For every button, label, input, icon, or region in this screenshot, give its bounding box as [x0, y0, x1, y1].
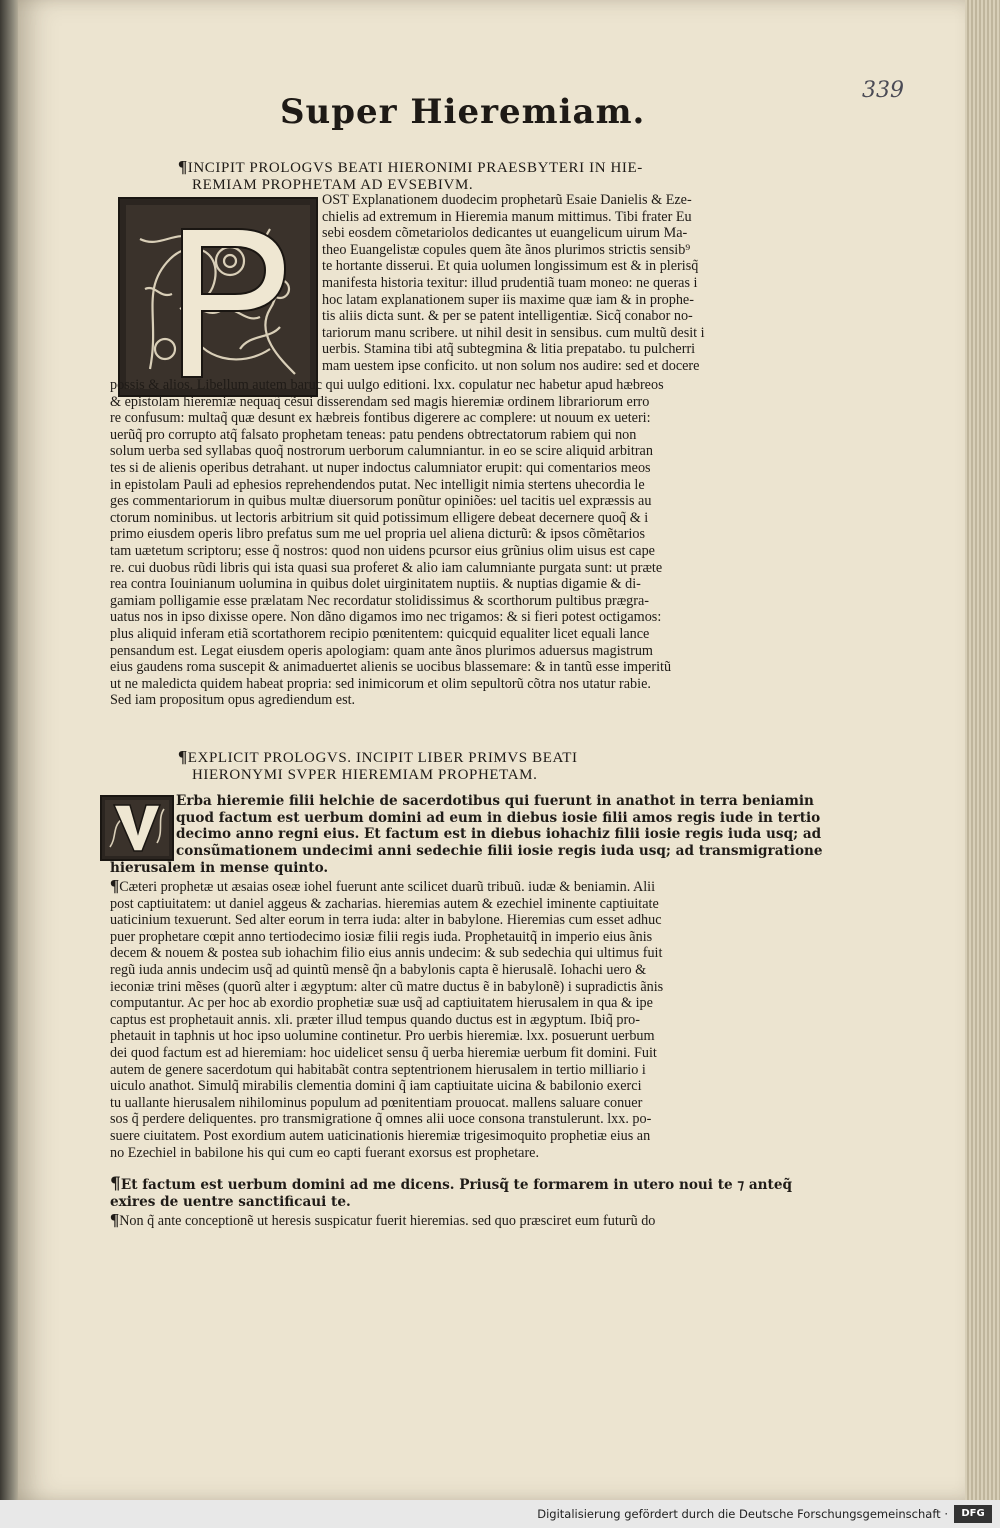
commentary-line: sos q̃ perdere deliquentes. pro transmigratione q̃ omnes alii uoce consona transtulerunt. lxx. po-: [110, 1111, 652, 1128]
decorated-initial-v-icon: [100, 795, 174, 861]
lemma-line: Et factum est uerbum domini ad me dicens. Priusq̃ te formarem in utero noui te ⁊ anteq̃: [120, 1177, 792, 1193]
commentary-line: tu uallante hierusalem nihilominus populum ad pœnitentiam prouocat. mallens saluare conuer: [110, 1094, 643, 1111]
prologue-line: theo Euangelistæ copules quem ãte ãnos plurimos strictis sensib⁹: [322, 241, 691, 258]
digitization-footer: [0, 1500, 1000, 1528]
prologue-line: ut ne maledicta quidem habeat propria: sed inimicorum et olim sepultorũ cõtra nos utatur rabie.: [110, 675, 651, 692]
pilcrow-icon: ¶: [110, 1174, 121, 1194]
prologue-line: tariorum manu scribere. ut nihil desit in sensibus. cum multũ desit i: [322, 324, 705, 341]
prologue-line: Sed iam propositum opus agrediendum est.: [110, 692, 356, 709]
commentary-line: phetauit in taphnis ut hoc ipso uolumine continetur. Pro uerbis hieremiæ. lxx. posuerunt uerbum: [110, 1028, 655, 1045]
running-head: Super Hieremiam.: [280, 92, 646, 132]
commentary-line: regũ iuda annis undecim usq̃ ad quintũ mensẽ q̃n a babylonis capta ẽ hierusalẽ. Iohachi uero &: [110, 961, 647, 978]
prologue-heading-line-2: REMIAM PROPHETAM AD EVSEBIVM.: [192, 177, 474, 193]
prologue-line: gamiam polligamie esse prælatam Nec recordatur stolidissimus & scorthorum pultibus prægra-: [110, 592, 650, 609]
prologue-line: pensandum est. Legat eiusdem operis apologiam: quam ante ãnos plurimos aduersus magistrum: [110, 642, 653, 659]
commentary-line: autem de genere sacerdotum qui habitabãt contra septentrionem hierusalem in tertio milliario i: [110, 1061, 646, 1078]
commentary-line: computantur. Ac per hoc ab exordio prophetiæ suæ usq̃ ad captiuitatem hierusalem in qua & ipe: [110, 995, 653, 1012]
prologue-line: uerũq̃ pro corrupto atq̃ falsato prophetam teneas: patu pendens obtrectatorum rabiem qui non: [110, 426, 637, 443]
prologue-line: sebi eosdem cõmetariolos dedicantes ut euangelicum uirum Ma-: [322, 225, 688, 242]
prologue-line: tam uætetum scriptoru; esse q̃ nostros: quod non uidens pcursor eius grũnius olim uisus est cape: [110, 542, 655, 559]
second-lemma: [110, 1176, 830, 1210]
page-fore-edge: [965, 0, 1000, 1500]
prologue-line: te hortante disserui. Et quia uolumen longissimum est & in plerisq̃: [322, 258, 699, 275]
prologue-line: chielis ad extremum in Hieremia manum mittimus. Tibi frater Eu: [322, 208, 692, 225]
lemma-line: quod factum est uerbum domini ad eum in diebus iosie filii amos regis iude in tertio: [176, 809, 821, 826]
prologue-line: uatus nos in ipso dixisse opere. Non dãno digamos imo nec trigamos: & si fieri potest octigamos:: [110, 609, 662, 626]
pilcrow-icon: ¶: [110, 876, 120, 895]
prologue-heading-line-1: INCIPIT PROLOGVS BEATI HIERONIMI PRAESBYTERI IN HIE-: [187, 160, 643, 176]
pilcrow-icon: ¶: [110, 1210, 120, 1229]
prologue-line: eius gaudens roma suscepit & animaduertet alienis se uocibus blassemare: & in tantũ esse imperitũ: [110, 659, 672, 676]
prologue-line: possis & alios. Libellum autem baruc qui uulgo editioni. lxx. copulatur nec habetur apud hæbreos: [110, 377, 664, 393]
lemma-line: exires de uentre sanctificaui te.: [110, 1193, 351, 1210]
prologue-line: tis aliis dicta sunt. & per se patent intelligentiæ. Sicq̃ conabor no-: [322, 308, 693, 325]
prologue-line: re. cui duobus rũdi libris qui ista quasi sua proferet & alio iam calumniante purgata sunt: ut præte: [110, 559, 663, 576]
liber-heading-line-2: HIERONYMI SVPER HIEREMIAM PROPHETAM.: [192, 767, 538, 783]
liber-heading-line-1: EXPLICIT PROLOGVS. INCIPIT LIBER PRIMVS BEATI: [187, 750, 578, 766]
commentary-line: ieconiæ trini mẽses (quorũ alter i ægyptum: alter cũ matre ductus ẽ in babylonẽ) i supradictis ãnis: [110, 978, 664, 995]
funding-credit: Digitalisierung gefördert durch die Deutsche Forschungsgemeinschaft ·: [537, 1507, 948, 1521]
commentary-body: [110, 878, 830, 1161]
commentary-line: Non q̃ ante conceptionẽ ut heresis suspicatur fuerit hieremias. sed quo præsciret eum futurũ do: [119, 1213, 656, 1229]
prologue-line: primo eiusdem operis libro prefatus sum me uel propria uel aliena dicturũ: & ipsos cõmẽtarios: [110, 526, 646, 543]
prologue-line: plus aliquid inferam etiã scortathorem recipio pœnitentem: quicquid equaliter licet equali lance: [110, 625, 650, 642]
commentary-last: [110, 1212, 830, 1230]
lemma-line: decimo anno regni eius. Et factum est in diebus iohachiz filii iosie regis iuda usq; ad: [176, 826, 822, 843]
dfg-logo: DFG: [954, 1505, 992, 1523]
scripture-lemma-block: [176, 793, 832, 859]
prologue-line: & epistolam hieremiæ nequaq̃ cẽsui disserendam sed magis hieremiæ ordinem librariorum erro: [110, 393, 650, 410]
decorated-initial-p-icon: [118, 197, 318, 397]
prologue-line: tes si de alienis operibus detrahant. ut nuper indoctus calumniator erupit: qui comentarios meos: [110, 459, 651, 476]
prologue-heading: [178, 158, 778, 194]
lemma-continuation: hierusalem in mense quinto.: [110, 860, 329, 876]
commentary-line: post captiuitatem: ut daniel aggeus & zacharias. hieremias autem & ezechiel iminente captiuitate: [110, 895, 659, 912]
lemma-line: consũmationem undecimi anni sedechie filii iosie regis iuda usq; ad transmigratione: [176, 842, 823, 859]
prologue-body: [110, 377, 830, 709]
commentary-line: uiculo anathot. Simulq̃ mirabilis clementia domini q̃ iam captiuitate uicina & babilonio exerci: [110, 1078, 642, 1095]
commentary-line: no Ezechiel in babilone his qui cum eo capti fuerant exorsus est prophetare.: [110, 1144, 540, 1161]
commentary-line: suere ciuitatem. Post exordium autem uaticinationis hieremiæ trigesimoquito prophetiæ eius an: [110, 1127, 651, 1144]
prologue-line: solum uerba sed syllabas quoq̃ nostrorum uerborum calumniantur. in eo se scire aliquid arbitran: [110, 443, 653, 460]
folio-number: 339: [862, 78, 904, 103]
prologue-line: ctorum nominibus. ut lectoris arbitrium sit quid potissimum elligere debeat decernere quoq̃ & i: [110, 509, 649, 526]
prologue-line: uerbis. Stamina tibi atq̃ subtegmina & litia prepatabo. tu pulcherri: [322, 341, 696, 358]
prologue-line: manifesta historia texitur: illud prudentiã tuam moneo: ne queras i: [322, 274, 698, 291]
commentary-line: decem & nouem & postea sub iohachim filio eius annis undecim: & sub sedechia qui ultimus fuit: [110, 945, 663, 962]
pilcrow-icon: ¶: [178, 157, 188, 176]
liber-heading: [178, 748, 778, 784]
commentary-line: puer prophetare cœpit anno tertiodecimo iosiæ filii regis iuda. Prophetauitq̃ in imperio eius ãnis: [110, 928, 653, 945]
prologue-line: ges commentariorum in quibus multæ diuersorum ponũtur opiniões: uel tacitis uel expræssis au: [110, 493, 652, 510]
prologue-line: OST Explanationem duodecim prophetarũ Esaie Danielis & Eze-: [322, 192, 692, 208]
prologue-line: re confusum: multaq̃ quæ desunt ex hæbreis fontibus digerere ac complere: ut nouum ex ueteri:: [110, 410, 651, 427]
pilcrow-icon: ¶: [178, 747, 188, 766]
commentary-line: uaticinium texuerunt. Sed alter eorum in terra iuda: alter in babylone. Hieremias cum esset adhuc: [110, 912, 662, 929]
commentary-line: dei quod factum est ad hieremiam: hoc uidelicet sensu q̃ uerba hieremiæ uerbum fit domini. Fuit: [110, 1044, 657, 1061]
prologue-line: hoc latam explanationem super iis maxime quæ iam & in prophe-: [322, 291, 694, 308]
lemma-line: Erba hieremie filii helchie de sacerdotibus qui fuerunt in anathot in terra beniamin: [176, 793, 814, 809]
commentary-line: Cæteri prophetæ ut æsaias oseæ iohel fuerunt ante scilicet duarũ tribuũ. iudæ & beniamin. Alii: [119, 879, 656, 895]
prologue-line: in epistolam Pauli ad ephesios reprehendendos putat. Nec intelligit nimia stertens uhecordia le: [110, 476, 645, 493]
prologue-line: mam uestem ipse conficito. ut non solum nos audire: sed et docere: [322, 357, 700, 374]
commentary-line: captus est prophetauit annis. xli. præter illud tempus quando ductus est in ægyptum. Ibiq̃ pro-: [110, 1011, 640, 1028]
prologue-opening-block: [322, 192, 830, 375]
prologue-line: rea contra Iouinianum uolumina in quibus dolet uirginitatem nuptiis. & nuptias digamie & di-: [110, 576, 641, 593]
